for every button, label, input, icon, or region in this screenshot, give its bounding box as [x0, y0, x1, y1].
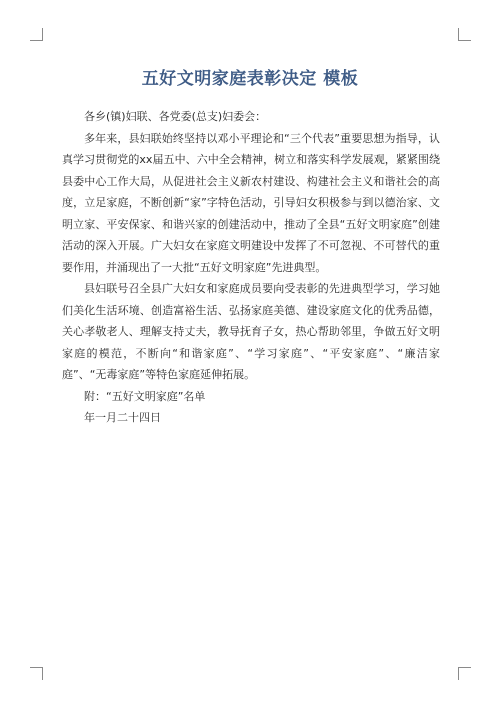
document-body: [62, 106, 440, 429]
crop-mark-top-left: [30, 28, 43, 41]
crop-mark-bottom-right: [458, 667, 471, 680]
salutation: 各乡(镇)妇联、各党委(总支)妇委会：: [84, 110, 267, 123]
paragraph-2: 县妇联号召全县广大妇女和家庭成员要向受表彰的先进典型学习，学习她们美化生活环境、创造富裕生活、弘扬家庭美德、建设家庭文化的优秀品德，关心孝敬老人、理解支持丈夫，教导抚育子女，热心帮助邻里，争做五好文明家庭的模范，不断向“和谐家庭”、“学习家庭”、“平安家庭”、“廉洁家庭”、“无毒家庭”等特色家庭延伸拓展。: [62, 282, 440, 381]
paragraph-1: 多年来，县妇联始终坚持以邓小平理论和“三个代表”重要思想为指导，认真学习贯彻党的xx届五中、六中全会精神，树立和落实科学发展观，紧紧围绕县委中心工作大局，从促进社会主义新农村建设、构建社会主义和谐社会的高度，立足家庭，不断创新“家”字特色活动，引导妇女积极参与到以德治家、文明立家、平安保家、和谐兴家的创建活动中，推动了全县“五好文明家庭”创建活动的深入开展。广大妇女在家庭文明建设中发挥了不可忽视、不可替代的重要作用，并涌现出了一大批“五好文明家庭”先进典型。: [62, 131, 440, 274]
document-title: 五好文明家庭表彰决定 模板: [141, 69, 359, 89]
crop-mark-bottom-left: [30, 667, 43, 680]
attachment-note: 附：“五好文明家庭”名单: [84, 389, 206, 403]
document-date: 年一月二十四日: [84, 411, 161, 424]
crop-mark-top-right: [458, 28, 471, 41]
